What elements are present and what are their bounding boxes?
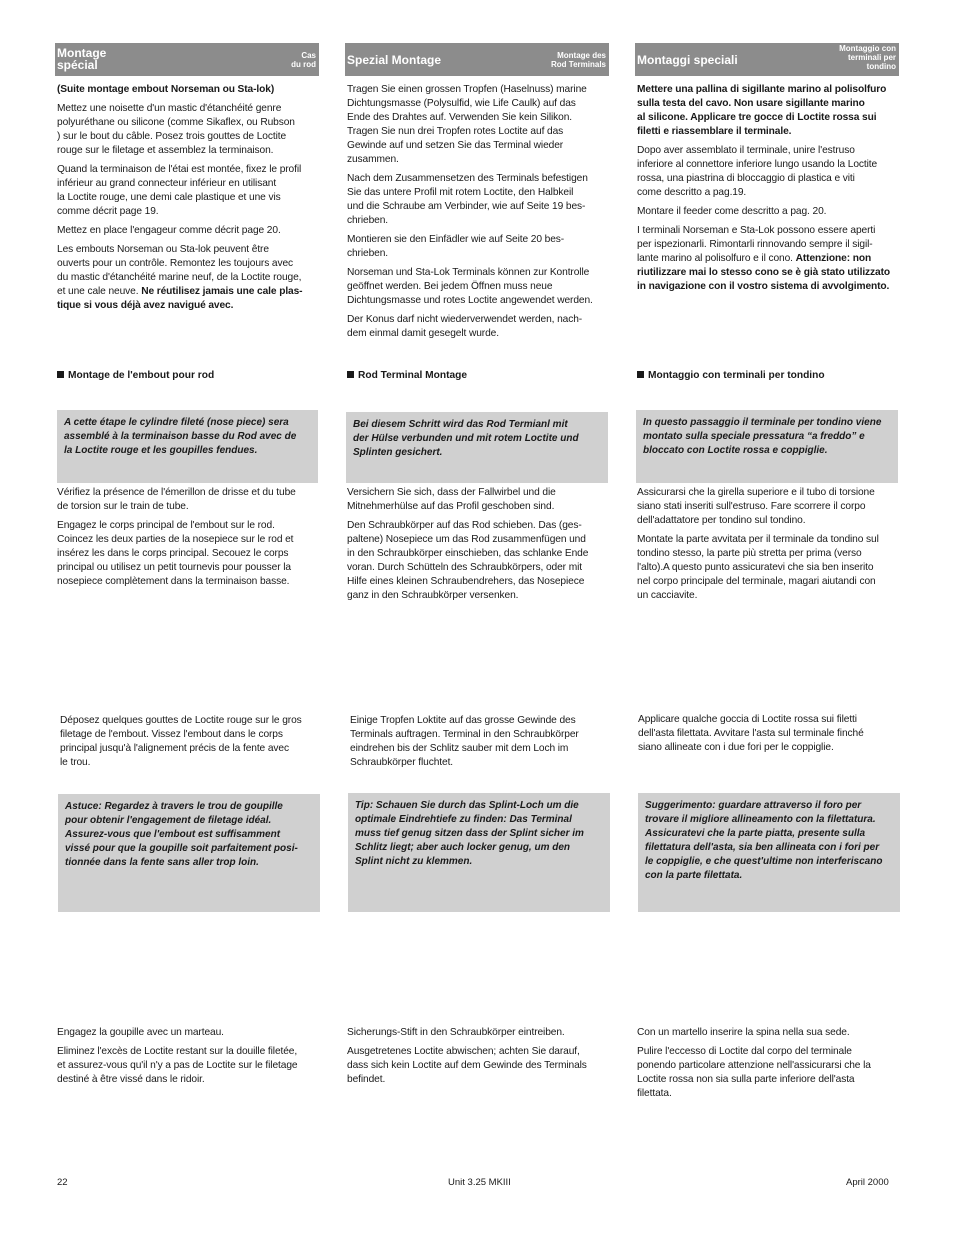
header-subtitle: Cas du rod [291,51,316,69]
it-note-box [636,410,898,483]
header-it [635,43,899,76]
de-step-text: Versichern Sie sich, dass der Fallwirbel und die Mitnehmerhülse auf das Profil geschoben sind. Den Schraubkörper auf das Rod schieben. Das (ges- paltene) Nosepiece um das Rod zusammenfügen und in den Schraubkörper einschieben, das schlanke Ende voran. Durch Schütteln des Schraubkörpers, oder mit Hilfe eines kleinen Schraubendrehers, das Nosepiece ganz in den Schraubkörper versenken. [347,487,589,601]
note-text: Bei diesem Schritt wird das Rod Termianl mit der Hülse verbunden und mit rotem Loctite und Splinten gesichert. [353,419,579,458]
date-label: April 2000 [846,1177,889,1188]
it-intro: Mettere una pallina di sigillante marino al polisolfuro sulla testa del cavo. Non usare sigillante marino al silicone. Applicare tre gocce di Loctite rossa sui filetti e riassemblare il terminale. Dopo aver assemblato il terminale, unire l'estruso inferiore al connettore inferiore lungo usando la Loctite rossa, una piastrina di bloccaggio di plastica e viti come descritto a pag.19. Montare il feeder come descritto a pag. 20. I terminali Norseman e Sta-Lok possono essere aperti per ispezionarli. Rimontarli rinnovando sempre il sigil- lante marino al polisolfuro e il cono. Attenzione: non riutilizzare mai lo stesso cono se è già stato utilizzato in navigazione con il vostro sistema di avvolgimento. [637,84,891,292]
note-text: A cette étape le cylindre fileté (nose piece) sera assemblé à la terminaison basse du Rod avec de la Loctite rouge et les goupilles fendues. [64,417,297,456]
de-intro: Tragen Sie einen grossen Tropfen (Haselnuss) marine Dichtungsmasse (Polysulfid, wie Life Caulk) auf das Ende des Drahtes auf. Verwenden Sie kein Silikon. Tragen Sie nun drei Tropfen rotes Loctite auf das Gewinde auf und setzen Sie das Terminal wieder zusammen. Nach dem Zusammensetzen des Terminals befestigen Sie das untere Profil mit rotem Loctite, den Halbkeil und die Schraube am Verbinder, wie auf Seite 19 bes- chrieben. Montieren sie den Einfädler wie auf Seite 20 bes- chrieben. Norseman und Sta-Lok Terminals können zur Kontrolle geöffnet werden. Bei jedem Öffnen muss neue Dichtungsmasse und rotes Loctite angewendet werden. Der Konus darf nicht wiederverwendet werden, nach- dem einmal damit gesegelt wurde. [347,84,593,339]
it-step-text: Assicurarsi che la girella superiore e il tubo di torsione siano stati inseriti sull'estruso. Fare scorrere il corpo dell'adattatore per tondino sul tondino. Montate la parte avvitata per il terminale da tondino sul tondino stesso, la parte più stretta per prima (verso l'alto).A questo punto assicuratevi che sia ben inserito nel corpo principale del terminale, magari aiutandi con un cacciavite. [637,487,879,601]
header-fr [55,43,319,76]
fr-step-text-2: Déposez quelques gouttes de Loctite rouge sur le gros filetage de l'embout. Vissez l'embout dans le corps principal jusqu'à l'alignement précis de la fente avec le trou. [60,715,302,768]
fr-step-text-3: Engagez la goupille avec un marteau. Eliminez l'excès de Loctite restant sur la douille filetée, et assurez-vous qu'il n'y a pas de Loctite sur le filetage destiné à être vissé dans le ridoir. [57,1027,298,1085]
it-step-text-2: Applicare qualche goccia di Loctite rossa sui filetti dell'asta filettata. Avvitare l'asta sul terminale finché siano allineate con i due fori per le coppiglie. [638,714,864,753]
header-title: Montage spécial [57,46,107,72]
fr-step-text: Vérifiez la présence de l'émerillon de drisse et du tube de torsion sur le train de tube. Engagez le corps principal de l'embout sur le rod. Coincez les deux parties de la nosepiece sur le rod et insérez les dans le corps principal. Secouez le corps principal ou utilisez un petit tournevis pour pousser la nosepiece complètement dans la terminaison basse. [57,487,296,587]
header-subtitle: Montaggio con terminali per tondino [839,44,896,71]
tip-text: Astuce: Regardez à travers le trou de goupille pour obtenir l'engagement de filetage idéal. Assurez-vous que l'embout est suffisamment vissé pour que la goupille soit parfaitement posi- tionnée dans la fente sans aller trop loin. [65,801,298,868]
it-section-heading: Montaggio con terminali per tondino [637,369,825,383]
page-number: 22 [57,1177,68,1188]
header-subtitle: Montage des Rod Terminals [551,51,606,69]
it-step-text-3: Con un martello inserire la spina nella sua sede. Pulire l'eccesso di Loctite dal corpo del terminale ponendo particolare attenzione nell'assicurarsi che la Loctite rossa non sia sulla parte inferiore dell'asta filettata. [637,1027,871,1099]
tip-text: Tip: Schauen Sie durch das Splint-Loch um die optimale Eindrehtiefe zu finden: Das Terminal muss tief genug sitzen dass der Splint sicher im Schlitz liegt; aber auch locker genug, um den Splint nicht zu klemmen. [355,800,584,867]
fr-note-box [57,410,318,483]
square-bullet-icon [347,371,354,378]
tip-text: Suggerimento: guardare attraverso il foro per trovare il migliore allineamento con la filettatura. Assicuratevi che la parte piatta, presente sulla filettatura dell'asta, sia ben allineata con i fori per le coppiglie, e che quest'ultime non interferiscano con la parte filettata. [645,800,883,881]
square-bullet-icon [57,371,64,378]
de-section-heading: Rod Terminal Montage [347,369,467,383]
header-de [345,43,609,76]
header-title: Spezial Montage [347,53,442,67]
de-note-box [346,412,608,483]
de-tip-box [348,793,610,912]
fr-section-heading: Montage de l'embout pour rod [57,369,214,383]
header-title: Montaggi speciali [637,53,738,67]
fr-tip-box [58,794,320,912]
de-step-text-2: Einige Tropfen Loktite auf das grosse Gewinde des Terminals auftragen. Terminal in den Schraubkörper eindrehen bis der Schlitz sauber mit dem Loch im Schraubkörper fluchtet. [350,715,579,768]
unit-label: Unit 3.25 MKIII [448,1177,511,1188]
fr-intro: (Suite montage embout Norseman ou Sta-lok) Mettez une noisette d'un mastic d'étanchéité genre polyuréthane ou silicone (comme Sikaflex, ou Rubson ) sur le bout du câble. Posez trois gouttes de Loctite rouge sur le filetage et assemblez la terminaison. Quand la terminaison de l'étai est montée, fixez le profil inférieur au grand connecteur inférieur en utilisant la Loctite rouge, une demi cale plastique et une vis comme décrit page 19. Mettez en place l'engageur comme décrit page 20. Les embouts Norseman ou Sta-lok peuvent être ouverts pour un contrôle. Remontez les toujours avec du mastic d'étanchéité marine neuf, de la Loctite rouge, et une cale neuve. Ne réutilisez jamais une cale plas- tique si vous déjà avez navigué avec. [57,84,303,311]
it-tip-box [638,793,900,912]
square-bullet-icon [637,371,644,378]
de-step-text-3: Sicherungs-Stift in den Schraubkörper eintreiben. Ausgetretenes Loctite abwischen; achten Sie darauf, dass sich kein Loctite auf dem Gewinde des Terminals befindet. [347,1027,587,1085]
note-text: In questo passaggio il terminale per tondino viene montato sulla speciale pressatura “a freddo” e bloccato con Loctite rossa e coppiglie. [643,417,882,456]
